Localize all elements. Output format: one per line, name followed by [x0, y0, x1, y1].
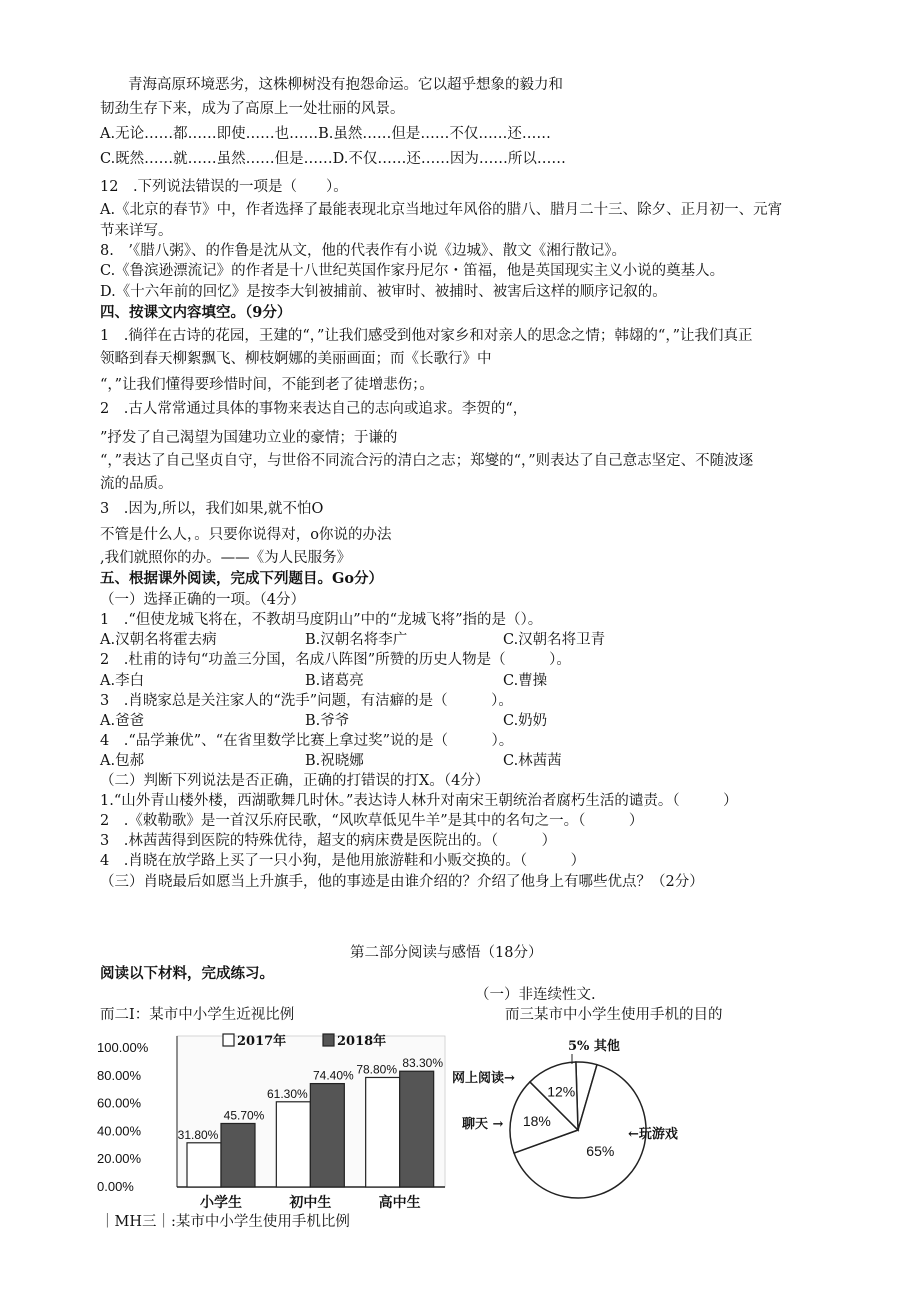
text-line-l27b: B.诸葛亮	[305, 673, 364, 689]
text-line-l29b: B.爷爷	[305, 713, 350, 729]
legend-label-1: 2018年	[337, 1034, 387, 1049]
text-line-l25b: B.汉朝名将李广	[305, 632, 408, 648]
bar-1-0	[276, 1102, 310, 1187]
text-line-l27: A.李白	[100, 673, 145, 689]
bar-data-label: 61.30%	[266, 1086, 308, 1101]
pie-label-other: 5% 其他	[568, 1039, 620, 1054]
text-line-l8: 8. ’《腊八粥》、的作鲁是沈从文，他的代表作有小说《边城》、散文《湘行散记》。	[100, 243, 626, 259]
text-line-l31b: B.祝晓娜	[305, 753, 364, 769]
bar-2-1	[400, 1071, 434, 1187]
text-line-l24: 1 .“但使龙城飞将在，不教胡马度阴山”中的“龙城飞将”指的是（）。	[100, 612, 543, 628]
text-line-l32: （二）判断下列说法是否正确，正确的打错误的打X。（4分）	[100, 773, 490, 789]
bar-1-1	[310, 1084, 344, 1187]
text-line-l42: 而三某市中小学生使用手机的目的	[505, 1007, 723, 1023]
bar-x-tick-label: 高中生	[378, 1195, 421, 1211]
text-line-l5: 12 .下列说法错误的一项是（ ）。	[100, 179, 348, 195]
text-line-l18: 流的品质。	[100, 476, 173, 492]
pie-value-label: 12%	[547, 1083, 576, 1100]
text-line-l6: A.《北京的春节》中，作者选择了最能表现北京当地过年风俗的腊八、腊月二十三、除夕、正月初一、元宵	[100, 202, 783, 218]
text-line-l41: 而二I：某市中小学生近视比例	[100, 1007, 295, 1023]
myopia-bar-chart	[95, 1030, 455, 1215]
bar-y-tick-label: 100.00%	[97, 1040, 149, 1055]
bar-y-tick-label: 40.00%	[97, 1123, 142, 1139]
legend-swatch-0	[223, 1034, 234, 1046]
pie-value-label: 65%	[586, 1142, 615, 1159]
text-line-l38: 第二部分阅读与感悟（18分）	[350, 945, 543, 961]
text-line-l34: 2 .《敕勒歌》是一首汉乐府民歌，“风吹草低见牛羊”是其中的名句之一。（ ）	[100, 813, 644, 829]
text-line-l23: （一）选择正确的一项。（4分）	[100, 592, 305, 608]
bar-y-tick-label: 20.00%	[97, 1151, 142, 1167]
text-line-l33: 1.“山外青山楼外楼，西湖歌舞几时休。”表达诗人林升对南宋王朝统治者腐朽生活的谴责。（ ）	[100, 793, 738, 809]
bar-y-tick-label: 60.00%	[97, 1095, 142, 1111]
text-line-l2: 韧劲生存下来，成为了高原上一处壮丽的风景。	[100, 101, 405, 117]
text-line-l31c: C.林茜茜	[503, 753, 562, 769]
text-line-l39: 阅读以下材料，完成练习。	[100, 965, 274, 982]
phone-purpose-pie-chart	[452, 1030, 700, 1205]
legend-swatch-1	[323, 1034, 334, 1046]
text-line-l36: 4 .肖晓在放学路上买了一只小狗，是他用旅游鞋和小贩交换的。（ ）	[100, 853, 586, 869]
text-line-l1: 青海高原环境恶劣，这株柳树没有抱怨命运。它以超乎想象的毅力和	[128, 77, 563, 93]
text-line-l16: ”抒发了自己渴望为国建功立业的豪情；于谦的	[100, 430, 398, 446]
text-line-l14: “，”让我们懂得要珍惜时间，不能到老了徒增悲伤；。	[100, 377, 434, 393]
text-line-l40: （一）非连续性文.	[475, 987, 596, 1003]
bar-data-label: 31.80%	[177, 1127, 219, 1142]
text-line-l29: A.爸爸	[100, 713, 145, 729]
pie-label-game: ←玩游戏	[628, 1127, 678, 1142]
text-line-l30: 4 .“品学兼优”、“在省里数学比赛上拿过奖”说的是（ ）。	[100, 733, 514, 749]
text-line-l25: A.汉朝名将霍去病	[100, 632, 217, 648]
bar-data-label: 78.80%	[356, 1062, 398, 1077]
text-line-l25c: C.汉朝名将卫青	[503, 632, 606, 648]
text-line-l15: 2 .古人常常通过具体的事物来表达自己的志向或追求。李贺的“，	[100, 401, 528, 417]
text-line-l26: 2 .杜甫的诗句“功盖三分国，名成八阵图”所赞的历史人物是（ ）。	[100, 652, 571, 668]
text-line-l4: C.既然……就……虽然……但是……D.不仅……还……因为……所以……	[100, 151, 566, 167]
legend-label-0: 2017年	[237, 1034, 287, 1049]
bar-0-1	[221, 1123, 255, 1187]
text-line-l3: A.无论……都……即使……也……B.虽然……但是……不仅……还……	[100, 126, 551, 142]
text-line-l31: A.包郝	[100, 753, 145, 769]
text-line-l20: 不管是什么人，。只要你说得对，o你说的办法	[100, 527, 392, 543]
text-line-l10: D.《十六年前的回忆》是按李大钊被捕前、被审时、被捕时、被害后这样的顺序记叙的。	[100, 284, 667, 300]
bar-data-label: 83.30%	[402, 1056, 444, 1071]
pie-label-chat: 聊天 →	[462, 1117, 504, 1132]
text-line-l28: 3 .肖晓家总是关注家人的“洗手”问题，有洁癖的是（ ）。	[100, 693, 513, 709]
text-line-l21: ,我们就照你的办。——《为人民服务》	[100, 550, 352, 566]
text-line-l37: （三）肖晓最后如愿当上升旗手，他的事迹是由谁介绍的？介绍了他身上有哪些优点？（2分）	[100, 874, 704, 890]
text-line-l11: 四、按课文内容填空。（9分）	[100, 304, 292, 321]
bar-2-0	[366, 1077, 400, 1187]
pie-label-read: 网上阅读→	[452, 1071, 515, 1086]
text-line-l9: C.《鲁滨逊漂流记》的作者是十八世纪英国作家丹尼尔・笛福，他是英国现实主义小说的奠基人。	[100, 263, 725, 279]
text-line-l17: “，”表达了自己坚贞自守，与世俗不同流合污的清白之志；郑燮的“，”则表达了自己意志坚定、不随波逐	[100, 453, 754, 469]
text-line-l7: 节来详写。	[100, 223, 173, 239]
bar-data-label: 74.40%	[312, 1068, 354, 1083]
text-line-l27c: C.曹操	[503, 673, 548, 689]
text-line-l19: 3 .因为,所以，我们如果,就不怕O	[100, 501, 324, 517]
text-line-l35: 3 .林茜茜得到医院的特殊优待，超支的病床费是医院出的。（ ）	[100, 833, 557, 849]
bar-y-tick-label: 80.00%	[97, 1067, 142, 1083]
bar-data-label: 45.70%	[223, 1108, 265, 1123]
text-line-l43: ｜MH三｜:某市中小学生使用手机比例	[100, 1214, 350, 1230]
bar-0-0	[187, 1143, 221, 1187]
pie-value-label: 18%	[522, 1112, 551, 1129]
text-line-l12: 1 .徜徉在古诗的花园，王建的“，”让我们感受到他对家乡和对亲人的思念之情；韩翃的“，”让我们真正	[100, 328, 753, 344]
bar-x-tick-label: 小学生	[200, 1195, 242, 1211]
text-line-l29c: C.奶奶	[503, 713, 548, 729]
bar-x-tick-label: 初中生	[289, 1195, 332, 1211]
text-line-l22: 五、根据课外阅读，完成下列题目。Go分）	[100, 570, 384, 587]
bar-y-tick-label: 0.00%	[97, 1179, 134, 1194]
text-line-l13: 领略到春天柳絮飘飞、柳枝婀娜的美丽画面；而《长歌行》中	[100, 351, 492, 367]
